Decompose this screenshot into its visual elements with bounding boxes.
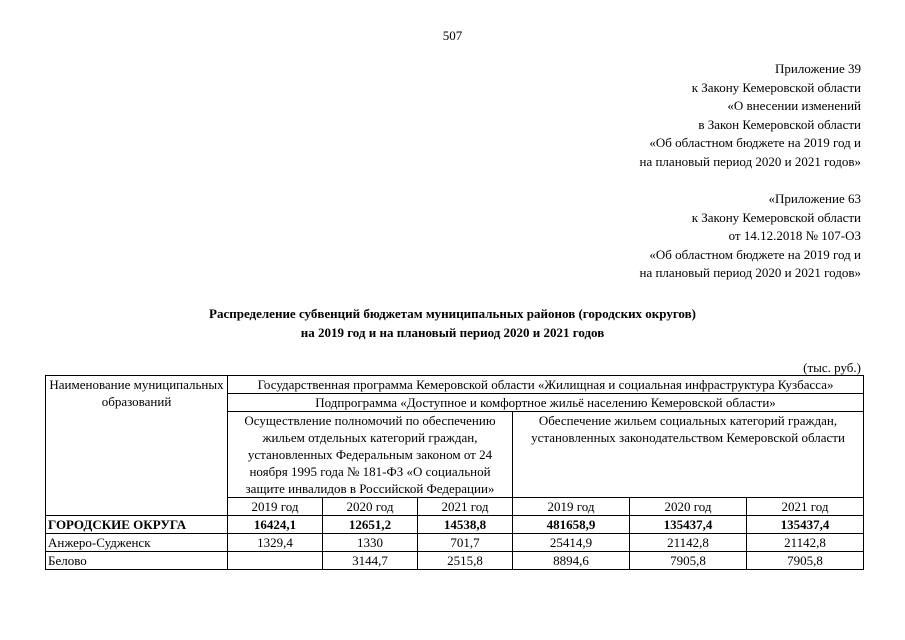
row-name: Анжеро-Судженск — [46, 534, 228, 552]
appendix-63-header — [640, 190, 862, 283]
program-header: Государственная программа Кемеровской области «Жилищная и социальная инфраструктура Кузбасса» — [228, 376, 864, 394]
appendix-63-line: к Закону Кемеровской области — [691, 209, 861, 225]
cell-value: 1329,4 — [228, 534, 323, 552]
cell-value: 7905,8 — [747, 552, 864, 570]
cell-value: 7905,8 — [630, 552, 747, 570]
subprogram-header: Подпрограмма «Доступное и комфортное жильё населению Кемеровской области» — [228, 394, 864, 412]
year-header: 2021 год — [418, 498, 513, 516]
table-row — [46, 516, 864, 534]
table-row — [46, 534, 864, 552]
cell-value: 701,7 — [418, 534, 513, 552]
appendix-63-line: от 14.12.2018 № 107-ОЗ — [728, 228, 861, 243]
cell-value: 21142,8 — [747, 534, 864, 552]
cell-value: 25414,9 — [513, 534, 630, 552]
document-title — [0, 304, 905, 342]
cell-value: 135437,4 — [630, 516, 747, 534]
subsidy-table — [45, 375, 864, 570]
group1-header: Осуществление полномочий по обеспечению жильем отдельных категорий граждан, установленных Федеральным законом от 24 ноября 1995 года № 181-ФЗ «О социальной защите инвалидов в Российской Федерации» — [228, 412, 513, 498]
appendix-63-line: «Приложение 63 — [768, 191, 861, 206]
row-name: Белово — [46, 552, 228, 570]
year-header: 2020 год — [323, 498, 418, 516]
cell-value: 16424,1 — [228, 516, 323, 534]
cell-value: 135437,4 — [747, 516, 864, 534]
appendix-39-header — [640, 60, 862, 171]
appendix-39-line: Приложение 39 — [774, 61, 861, 76]
table-row — [46, 552, 864, 570]
appendix-39-line: на плановый период 2020 и 2021 годов» — [639, 153, 861, 169]
municipality-header: Наименование муниципальных образований — [46, 376, 228, 516]
cell-value: 21142,8 — [630, 534, 747, 552]
appendix-63-line: «Об областном бюджете на 2019 год и — [649, 246, 861, 262]
appendix-63-line: на плановый период 2020 и 2021 годов» — [639, 265, 861, 280]
year-header: 2021 год — [747, 498, 864, 516]
units-label: (тыс. руб.) — [803, 360, 861, 375]
title-line: Распределение субвенций бюджетам муниципальных районов (городских округов) — [209, 306, 696, 321]
cell-value: 481658,9 — [513, 516, 630, 534]
appendix-39-line: «Об областном бюджете на 2019 год и — [649, 135, 861, 150]
appendix-39-line: в Закон Кемеровской области — [698, 116, 861, 132]
year-header: 2019 год — [228, 498, 323, 516]
title-line: на 2019 год и на плановый период 2020 и 2021 годов — [300, 325, 605, 340]
cell-value: 12651,2 — [323, 516, 418, 534]
year-header: 2019 год — [513, 498, 630, 516]
cell-value: 1330 — [323, 534, 418, 552]
group2-header: Обеспечение жильем социальных категорий граждан, установленных законодательством Кемеровской области — [513, 412, 864, 498]
cell-value — [228, 552, 323, 570]
cell-value: 8894,6 — [513, 552, 630, 570]
cell-value: 3144,7 — [323, 552, 418, 570]
cell-value: 2515,8 — [418, 552, 513, 570]
row-name: ГОРОДСКИЕ ОКРУГА — [46, 516, 228, 534]
appendix-39-line: «О внесении изменений — [727, 98, 861, 113]
appendix-39-line: к Закону Кемеровской области — [691, 79, 861, 95]
page-number: 507 — [442, 28, 463, 43]
year-header: 2020 год — [630, 498, 747, 516]
cell-value: 14538,8 — [418, 516, 513, 534]
